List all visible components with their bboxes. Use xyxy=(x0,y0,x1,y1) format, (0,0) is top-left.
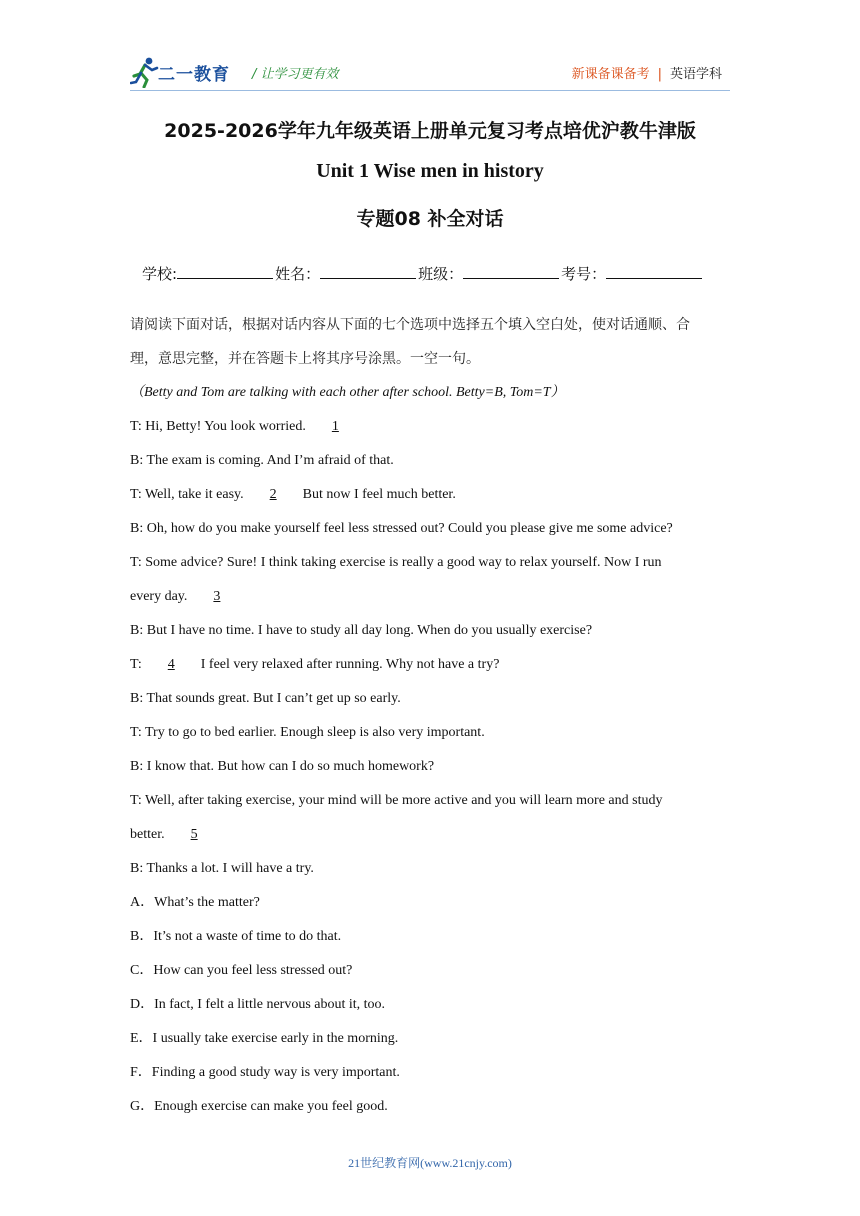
slogan: / 让学习更有效 xyxy=(252,67,339,82)
header-separator: | xyxy=(657,67,662,82)
option-a: A．What’s the matter? xyxy=(130,895,260,910)
school-blank xyxy=(177,264,273,279)
unit-title: Unit 1 Wise men in history xyxy=(316,160,544,182)
number-label: 考号： xyxy=(561,265,607,283)
option-d: D．In fact, I felt a little nervous about it, too. xyxy=(130,997,386,1012)
blank-5: 5 xyxy=(190,827,198,842)
dialogue-line: B: The exam is coming. And I’m afraid of that. xyxy=(130,453,394,468)
dialogue-line xyxy=(130,418,361,436)
header-divider xyxy=(130,90,730,91)
name-label: 姓名： xyxy=(275,265,321,283)
dialogue-line: B: But I have no time. I have to study all day long. When do you usually exercise? xyxy=(130,623,593,638)
class-blank xyxy=(463,264,559,279)
runner-logo-icon xyxy=(130,56,160,88)
dialogue-text: T: Well, take it easy. xyxy=(130,487,248,502)
option-e: E．I usually take exercise early in the morning. xyxy=(130,1031,399,1046)
dialogue-line xyxy=(130,486,456,504)
dialogue-text: But now I feel much better. xyxy=(299,487,456,502)
dialogue-line xyxy=(130,826,220,844)
instructions-line-2: 理，意思完整，并在答题卡上将其序号涂黑。一空一句。 xyxy=(130,351,480,367)
context-note: （Betty and Tom are talking with each other after school. Betty=B, Tom=T） xyxy=(130,385,565,400)
school-label: 学校: xyxy=(142,265,178,283)
dialogue-line: T: Some advice? Sure! I think taking exercise is really a good way to relax yourself. Now I run xyxy=(130,555,662,570)
dialogue-text: T: xyxy=(130,657,146,672)
doc-title: 2025-2026学年九年级英语上册单元复习考点培优沪教牛津版 xyxy=(164,120,696,142)
option-f: F．Finding a good study way is very important. xyxy=(130,1065,400,1080)
name-blank xyxy=(320,264,416,279)
page-header xyxy=(130,52,730,92)
header-tag-prep: 新课备课备考 xyxy=(571,67,650,82)
dialogue-line: B: Oh, how do you make yourself feel less stressed out? Could you please give me some advice? xyxy=(130,521,673,536)
blank-1: 1 xyxy=(331,419,339,434)
dialogue-line: B: That sounds great. But I can’t get up so early. xyxy=(130,691,401,706)
dialogue-text: T: Hi, Betty! You look worried. xyxy=(130,419,310,434)
blank-3: 3 xyxy=(213,589,221,604)
student-info-row xyxy=(142,263,704,284)
topic-title: 专题08 补全对话 xyxy=(356,208,504,230)
logo xyxy=(130,56,240,88)
header-subject: 英语学科 xyxy=(669,67,722,82)
page-footer: 21世纪教育网(www.21cnjy.com) xyxy=(348,1156,512,1170)
logo-text: 二一教育 xyxy=(158,65,230,85)
dialogue-line xyxy=(130,656,499,674)
dialogue-text: I feel very relaxed after running. Why not have a try? xyxy=(197,657,500,672)
dialogue-line: B: I know that. But how can I do so much homework? xyxy=(130,759,435,774)
option-b: B．It’s not a waste of time to do that. xyxy=(130,929,342,944)
dialogue-text: better. xyxy=(130,827,169,842)
blank-4: 4 xyxy=(167,657,175,672)
blank-2: 2 xyxy=(269,487,277,502)
dialogue-text: every day. xyxy=(130,589,191,604)
class-label: 班级： xyxy=(418,265,464,283)
number-blank xyxy=(606,264,702,279)
instructions-line-1: 请阅读下面对话，根据对话内容从下面的七个选项中选择五个填入空白处，使对话通顺、合 xyxy=(130,317,690,333)
header-right xyxy=(572,63,722,82)
dialogue-line xyxy=(130,588,243,606)
option-c: C．How can you feel less stressed out? xyxy=(130,963,353,978)
dialogue-line: B: Thanks a lot. I will have a try. xyxy=(130,861,314,876)
dialogue-line: T: Well, after taking exercise, your mind will be more active and you will learn more and study xyxy=(130,793,663,808)
dialogue-line: T: Try to go to bed earlier. Enough sleep is also very important. xyxy=(130,725,485,740)
option-g: G．Enough exercise can make you feel good. xyxy=(130,1099,388,1114)
